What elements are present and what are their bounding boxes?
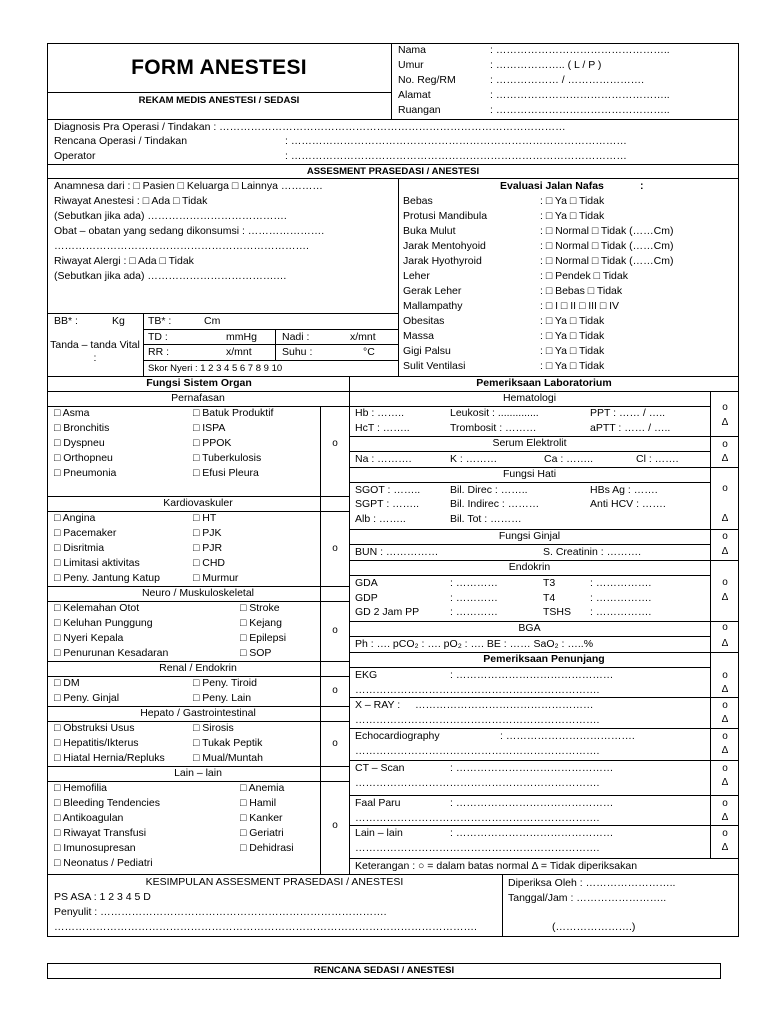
organ-section-title: Kardiovaskuler xyxy=(163,497,233,509)
assesment-title: ASSESMENT PRASEDASI / ANESTESI xyxy=(306,166,480,177)
lab-normal-mark[interactable]: o xyxy=(722,622,728,633)
lab-not-done-mark[interactable]: Δ xyxy=(721,684,729,695)
organ-checkbox-item[interactable]: □ Keluhan Punggung xyxy=(54,617,153,629)
lab-normal-mark[interactable]: o xyxy=(722,483,728,494)
form-title: FORM ANESTESI xyxy=(131,56,307,79)
organ-checkbox-item[interactable]: □ Bleeding Tendencies xyxy=(54,797,160,809)
airway-item-label: Massa xyxy=(403,330,434,342)
patient-reg-field[interactable]: : ……………… / …………………. xyxy=(490,74,645,86)
kesimpulan-divider xyxy=(502,874,503,937)
signature-field[interactable]: (………………….) xyxy=(552,921,636,933)
tanggal-jam-field[interactable]: Tanggal/Jam : …………………….. xyxy=(508,892,667,904)
anamnesa-line[interactable]: Obat – obatan yang sedang dikonsumsi : …………………. xyxy=(54,225,325,237)
lab-section-title: Serum Elektrolit xyxy=(492,437,567,449)
organ-checkbox-item[interactable]: □ Antikoagulan xyxy=(54,812,124,824)
organ-checkbox-item[interactable]: □ PJK xyxy=(193,527,222,539)
lab-not-done-mark[interactable]: Δ xyxy=(721,745,729,756)
assesment-divider xyxy=(398,178,399,376)
kesimpulan-top-rule xyxy=(47,874,739,875)
penunjang-line[interactable]: ……………………………………………………………. xyxy=(355,745,600,757)
vitals-divider xyxy=(275,329,276,360)
organ-checkbox-item[interactable]: □ Neonatus / Pediatri xyxy=(54,857,153,869)
diperiksa-oleh-field[interactable]: Diperiksa Oleh : …………………….. xyxy=(508,877,676,889)
organ-status-mark[interactable]: o xyxy=(332,820,338,831)
organ-mark-divider xyxy=(320,406,321,874)
patient-name-label: Nama xyxy=(398,44,427,56)
organ-checkbox-item[interactable]: □ Limitasi aktivitas xyxy=(54,557,140,569)
lab-field[interactable]: : ………… xyxy=(450,577,498,589)
organ-checkbox-item[interactable]: □ CHD xyxy=(193,557,226,569)
penunjang-label[interactable]: Echocardiography xyxy=(355,730,440,742)
organ-checkbox-item[interactable]: □ SOP xyxy=(240,647,272,659)
lab-not-done-mark[interactable]: Δ xyxy=(721,546,729,557)
lab-rule xyxy=(349,795,739,796)
organ-checkbox-item[interactable]: □ Kanker xyxy=(240,812,283,824)
organ-checkbox-item[interactable]: □ Tukak Peptik xyxy=(193,737,263,749)
anamnesa-line[interactable]: Riwayat Anestesi : □ Ada □ Tidak xyxy=(54,195,208,207)
lab-field[interactable]: T3 xyxy=(543,577,556,589)
lab-section-title: Fungsi Ginjal xyxy=(498,530,561,542)
organ-checkbox-item[interactable]: □ PPOK xyxy=(193,437,232,449)
airway-item-label: Leher xyxy=(403,270,430,282)
form-subtitle: REKAM MEDIS ANESTESI / SEDASI xyxy=(138,95,300,106)
diagnosis-line[interactable]: Diagnosis Pra Operasi / Tindakan : ……………………………………………………………………………………… xyxy=(54,121,566,133)
penunjang-field[interactable]: : ……………………………………… xyxy=(450,762,614,774)
rr-label: RR : xyxy=(148,346,169,358)
nadi-unit: x/mnt xyxy=(350,331,376,343)
organ-status-mark[interactable]: o xyxy=(332,437,338,449)
airway-item-options[interactable]: : □ Normal □ Tidak (……Cm) xyxy=(540,255,674,267)
lab-not-done-mark[interactable]: Δ xyxy=(721,812,729,823)
lab-section-title: BGA xyxy=(518,622,541,634)
penunjang-label[interactable]: EKG xyxy=(355,669,378,681)
lab-section-title: Hematologi xyxy=(502,392,557,404)
lab-not-done-mark[interactable]: Δ xyxy=(721,638,729,649)
lab-field[interactable]: Leukosit : .............. xyxy=(450,407,539,419)
lab-field[interactable]: Trombosit : ……… xyxy=(450,422,537,434)
patient-age-label: Umur xyxy=(398,59,424,71)
organ-checkbox-item[interactable]: □ Nyeri Kepala xyxy=(54,632,124,644)
organ-checkbox-item[interactable]: □ Efusi Pleura xyxy=(193,467,259,479)
airway-item-options[interactable]: : □ Ya □ Tidak xyxy=(540,315,605,327)
lab-field[interactable]: : ……………. xyxy=(590,577,652,589)
kesimpulan-title: KESIMPULAN ASSESMENT PRASEDASI / ANESTESI xyxy=(145,876,404,888)
penyulit-line[interactable]: …………………………………………………………………………………………………………. xyxy=(54,921,477,933)
lab-rule xyxy=(349,697,739,698)
suhu-unit: °C xyxy=(363,346,375,358)
airway-item-label: Buka Mulut xyxy=(403,225,456,237)
airway-item-label: Gerak Leher xyxy=(403,285,462,297)
header-divider xyxy=(391,43,392,119)
lab-normal-mark[interactable]: o xyxy=(722,670,728,681)
lab-field[interactable]: HBs Ag : ……. xyxy=(590,484,658,496)
anamnesa-line[interactable]: ………………………………………………………………. xyxy=(54,240,309,252)
airway-item-options[interactable]: : □ I □ II □ III □ IV xyxy=(540,300,620,312)
penunjang-label[interactable]: CT – Scan xyxy=(355,762,405,774)
organ-checkbox-item[interactable]: □ Geriatri xyxy=(240,827,284,839)
tb-label: TB* : xyxy=(148,315,172,327)
lab-field[interactable]: SGPT : …….. xyxy=(355,498,419,510)
patient-address-field[interactable]: : ………………………………………….. xyxy=(490,89,670,101)
lab-rule xyxy=(349,482,710,483)
organ-checkbox-item[interactable]: □ Stroke xyxy=(240,602,280,614)
organ-checkbox-item[interactable]: □ Tuberkulosis xyxy=(193,452,262,464)
penunjang-field[interactable]: : ………………………………. xyxy=(500,730,635,742)
tb-unit: Cm xyxy=(204,315,221,327)
lab-rule xyxy=(349,575,710,576)
penunjang-line[interactable]: ……………………………………………………………. xyxy=(355,714,600,726)
penunjang-label[interactable]: Lain – lain xyxy=(355,827,403,839)
vitals-rule xyxy=(143,329,398,330)
lab-field[interactable]: K : ……… xyxy=(450,453,498,465)
organ-checkbox-item[interactable]: □ Disritmia xyxy=(54,542,105,554)
lab-field[interactable]: TSHS xyxy=(543,606,572,618)
organ-checkbox-item[interactable]: □ Batuk Produktif xyxy=(193,407,274,419)
lab-field[interactable]: Ca : …….. xyxy=(544,453,594,465)
lab-normal-mark[interactable]: o xyxy=(722,531,728,542)
organ-checkbox-item[interactable]: □ Dyspneu xyxy=(54,437,105,449)
lab-field[interactable]: S. Creatinin : ………. xyxy=(543,546,642,558)
lab-field[interactable]: SGOT : …….. xyxy=(355,484,421,496)
lab-section-title: Fungsi Hati xyxy=(502,468,557,480)
organ-checkbox-item[interactable]: □ Orthopneu xyxy=(54,452,113,464)
airway-item-label: Sulit Ventilasi xyxy=(403,360,466,372)
header-bottom-rule xyxy=(47,119,739,120)
airway-item-options[interactable]: : □ Ya □ Tidak xyxy=(540,195,605,207)
lab-field[interactable]: T4 xyxy=(543,592,556,604)
organ-status-mark[interactable]: o xyxy=(332,542,338,554)
airway-item-options[interactable]: : □ Bebas □ Tidak xyxy=(540,285,623,297)
lab-field[interactable]: BUN : …………… xyxy=(355,546,439,558)
lab-rule xyxy=(349,667,710,668)
organ-section-title: Neuro / Muskuloskeletal xyxy=(141,587,255,599)
td-unit: mmHg xyxy=(226,331,257,343)
penunjang-label[interactable]: X – RAY : xyxy=(355,699,401,711)
lab-normal-mark[interactable]: o xyxy=(722,439,728,450)
airway-item-label: Obesitas xyxy=(403,315,445,327)
lab-field[interactable]: Alb : …….. xyxy=(355,513,406,525)
lab-section-title: Endokrin xyxy=(508,561,551,573)
organ-checkbox-item[interactable]: □ Bronchitis xyxy=(54,422,110,434)
lab-normal-mark[interactable]: o xyxy=(722,731,728,742)
airway-item-options[interactable]: : □ Normal □ Tidak (……Cm) xyxy=(540,240,674,252)
lab-field[interactable]: GDA xyxy=(355,577,378,589)
keterangan-rule xyxy=(349,858,739,859)
lab-normal-mark[interactable]: o xyxy=(722,763,728,774)
lab-normal-mark[interactable]: o xyxy=(722,798,728,809)
nadi-label: Nadi : xyxy=(282,331,310,343)
airway-item-options[interactable]: : □ Ya □ Tidak xyxy=(540,360,605,372)
lab-normal-mark[interactable]: o xyxy=(722,577,728,588)
organ-checkbox-item[interactable]: □ Penurunan Kesadaran xyxy=(54,647,169,659)
bga-field[interactable]: Ph : …. pCO₂ : …. pO₂ : …. BE : …… SaO₂ : …..% xyxy=(355,638,594,650)
bb-label: BB* : xyxy=(54,315,78,327)
lab-field[interactable]: Bil. Indirec : ……… xyxy=(450,498,540,510)
organ-section-title: Renal / Endokrin xyxy=(159,662,237,674)
lab-not-done-mark[interactable]: Δ xyxy=(721,417,729,428)
organ-checkbox-item[interactable]: □ Anemia xyxy=(240,782,285,794)
organ-checkbox-item[interactable]: □ Pacemaker xyxy=(54,527,117,539)
lab-normal-mark[interactable]: o xyxy=(722,828,728,839)
organ-status-mark[interactable]: o xyxy=(332,625,338,636)
lab-normal-mark[interactable]: o xyxy=(722,700,728,711)
patient-reg-label: No. Reg/RM xyxy=(398,74,456,86)
lab-rule xyxy=(349,544,710,545)
vitals-top-rule xyxy=(47,313,398,314)
vitals-rule xyxy=(143,360,398,361)
lab-field[interactable]: Bil. Direc : …….. xyxy=(450,484,528,496)
airway-item-label: Gigi Palsu xyxy=(403,345,451,357)
lab-rule xyxy=(349,760,739,761)
anamnesa-line[interactable]: Riwayat Alergi : □ Ada □ Tidak xyxy=(54,255,194,267)
td-label: TD : xyxy=(148,331,168,343)
patient-age-field[interactable]: : ……………….. ( L / P ) xyxy=(490,59,602,71)
lab-not-done-mark[interactable]: Δ xyxy=(721,513,729,524)
lab-field[interactable]: HcT : …….. xyxy=(355,422,410,434)
lab-not-done-mark[interactable]: Δ xyxy=(721,842,729,853)
organ-title: Fungsi Sistem Organ xyxy=(146,377,252,389)
header-title-rule xyxy=(47,92,391,93)
penunjang-title: Pemeriksaan Penunjang xyxy=(483,653,605,665)
organ-checkbox-item[interactable]: □ Pneumonia xyxy=(54,467,117,479)
lab-rule xyxy=(349,451,710,452)
lab-normal-mark[interactable]: o xyxy=(722,402,728,413)
organ-checkbox-item[interactable]: □ Kelemahan Otot xyxy=(54,602,140,614)
organ-status-mark[interactable]: o xyxy=(332,685,338,696)
keterangan-note: Keterangan : ○ = dalam batas normal Δ = Tidak diperiksakan xyxy=(355,860,638,872)
airway-item-options[interactable]: : □ Ya □ Tidak xyxy=(540,345,605,357)
organ-section-title: Pernafasan xyxy=(171,392,225,404)
organ-checkbox-item[interactable]: □ Obstruksi Usus xyxy=(54,722,135,734)
organ-section-title: Lain – lain xyxy=(174,767,222,779)
organ-checkbox-item[interactable]: □ PJR xyxy=(193,542,223,554)
lab-not-done-mark[interactable]: Δ xyxy=(721,777,729,788)
lab-title: Pemeriksaan Laboratorium xyxy=(476,377,612,389)
lab-not-done-mark[interactable]: Δ xyxy=(721,714,729,725)
lab-not-done-mark[interactable]: Δ xyxy=(721,592,729,603)
penunjang-field[interactable]: : ……………………………………… xyxy=(450,669,614,681)
lab-field[interactable]: : ……………. xyxy=(590,606,652,618)
airway-item-options[interactable]: : □ Ya □ Tidak xyxy=(540,210,605,222)
airway-item-label: Mallampathy xyxy=(403,300,463,312)
anamnesa-line[interactable]: Anamnesa dari : □ Pasien □ Keluarga □ Lainnya ………… xyxy=(54,180,323,192)
lab-field[interactable]: Cl : ……. xyxy=(636,453,679,465)
organ-checkbox-item[interactable]: □ ISPA xyxy=(193,422,226,434)
organ-checkbox-item[interactable]: □ Peny. Ginjal xyxy=(54,692,120,704)
lab-field[interactable]: Hb : …….. xyxy=(355,407,405,419)
lab-field[interactable]: Bil. Tot : ……… xyxy=(450,513,522,525)
anamnesa-line[interactable]: (Sebutkan jika ada) ……………………………….… xyxy=(54,270,287,282)
organ-checkbox-item[interactable]: □ Hepatitis/Ikterus xyxy=(54,737,139,749)
patient-name-field[interactable]: : ………………………………………….. xyxy=(490,44,670,56)
patient-address-label: Alamat xyxy=(398,89,431,101)
penunjang-line[interactable]: ……………………………………………………………. xyxy=(355,684,600,696)
organ-checkbox-item[interactable]: □ Hiatal Hernia/Repluks xyxy=(54,752,165,764)
patient-room-field[interactable]: : ………………………………………….. xyxy=(490,104,670,116)
penunjang-line[interactable]: ……………………………………………………………. xyxy=(355,777,600,789)
rr-unit: x/mnt xyxy=(226,346,252,358)
rencana-operasi-label: Rencana Operasi / Tindakan xyxy=(54,135,188,147)
airway-item-options[interactable]: : □ Pendek □ Tidak xyxy=(540,270,628,282)
rencana-title: RENCANA SEDASI / ANESTESI xyxy=(313,965,455,976)
organ-checkbox-item[interactable]: □ Kejang xyxy=(240,617,282,629)
vitals-rule xyxy=(143,344,398,345)
penunjang-field[interactable]: : ……………………………………… xyxy=(450,827,614,839)
organ-checkbox-item[interactable]: □ Peny. Lain xyxy=(193,692,252,704)
penunjang-line[interactable]: ……………………………………………………………. xyxy=(355,842,600,854)
organ-checkbox-item[interactable]: □ Riwayat Transfusi xyxy=(54,827,147,839)
organ-section-title: Hepato / Gastrointestinal xyxy=(140,707,256,719)
operator-field[interactable]: : …………………………………………………………………………………… xyxy=(285,150,627,162)
penyulit-field[interactable]: Penyulit : ………………………………………………………………………. xyxy=(54,906,387,918)
lab-mark-divider xyxy=(710,391,711,858)
organ-checkbox-item[interactable]: □ Angina xyxy=(54,512,96,524)
airway-item-label: Jarak Hyothyroid xyxy=(403,255,482,267)
vitals-divider xyxy=(143,313,144,376)
lab-field[interactable]: PPT : …… / ….. xyxy=(590,407,666,419)
organ-checkbox-item[interactable]: □ HT xyxy=(193,512,217,524)
patient-room-label: Ruangan xyxy=(398,104,441,116)
airway-item-options[interactable]: : □ Normal □ Tidak (……Cm) xyxy=(540,225,674,237)
organ-checkbox-item[interactable]: □ Hemofilia xyxy=(54,782,108,794)
organ-checkbox-item[interactable]: □ Peny. Tiroid xyxy=(193,677,257,689)
penunjang-line[interactable]: ……………………………………………………………. xyxy=(355,812,600,824)
organ-checkbox-item[interactable]: □ DM xyxy=(54,677,80,689)
airway-item-options[interactable]: : □ Ya □ Tidak xyxy=(540,330,605,342)
organ-status-mark[interactable]: o xyxy=(332,737,338,749)
lab-rule xyxy=(349,636,710,637)
jalan-nafas-title-colon: : xyxy=(640,180,644,192)
lab-field[interactable]: GD 2 Jam PP xyxy=(355,606,420,618)
organ-checkbox-item[interactable]: □ Epilepsi xyxy=(240,632,287,644)
lab-rule xyxy=(349,728,739,729)
airway-item-label: Bebas xyxy=(403,195,433,207)
airway-item-label: Protusi Mandibula xyxy=(403,210,488,222)
organ-checkbox-item[interactable]: □ Asma xyxy=(54,407,90,419)
pain-score[interactable]: Skor Nyeri : 1 2 3 4 5 6 7 8 9 10 xyxy=(148,363,283,374)
assesment-bottom-rule xyxy=(47,178,739,179)
anamnesa-line[interactable]: (Sebutkan jika ada) …………………………………. xyxy=(54,210,287,222)
organ-checkbox-item[interactable]: □ Sirosis xyxy=(193,722,234,734)
organ-checkbox-item[interactable]: □ Dehidrasi xyxy=(240,842,294,854)
lab-field[interactable]: : ………… xyxy=(450,606,498,618)
operator-label: Operator xyxy=(54,150,96,162)
penunjang-field[interactable]: : ……………………………………… xyxy=(450,797,614,809)
suhu-label: Suhu : xyxy=(282,346,313,358)
organ-checkbox-item[interactable]: □ Murmur xyxy=(193,572,239,584)
organ-checkbox-item[interactable]: □ Mual/Muntah xyxy=(193,752,263,764)
organ-checkbox-item[interactable]: □ Hamil xyxy=(240,797,277,809)
airway-item-label: Jarak Mentohyoid xyxy=(403,240,486,252)
lab-field[interactable]: GDP xyxy=(355,592,378,604)
bb-unit: Kg xyxy=(112,315,125,327)
penunjang-label[interactable]: Faal Paru xyxy=(355,797,401,809)
organ-checkbox-item[interactable]: □ Imunosupresan xyxy=(54,842,136,854)
rencana-operasi-field[interactable]: : …………………………………………………………………………………… xyxy=(285,135,627,147)
lab-rule xyxy=(349,825,739,826)
ps-asa-options[interactable]: PS ASA : 1 2 3 4 5 D xyxy=(54,891,151,903)
penunjang-field[interactable]: …………………………………………… xyxy=(415,699,594,711)
jalan-nafas-title: Evaluasi Jalan Nafas xyxy=(500,180,604,192)
lab-field[interactable]: Na : ………. xyxy=(355,453,412,465)
lab-not-done-mark[interactable]: Δ xyxy=(721,453,729,464)
lab-field[interactable]: Anti HCV : ……. xyxy=(590,498,666,510)
tanda-vital-label: Tanda – tanda Vital : xyxy=(50,339,140,364)
lab-field[interactable]: aPTT : …… / ….. xyxy=(590,422,671,434)
organ-checkbox-item[interactable]: □ Peny. Jantung Katup xyxy=(54,572,160,584)
lab-field[interactable]: : ……………. xyxy=(590,592,652,604)
lab-field[interactable]: : ………… xyxy=(450,592,498,604)
